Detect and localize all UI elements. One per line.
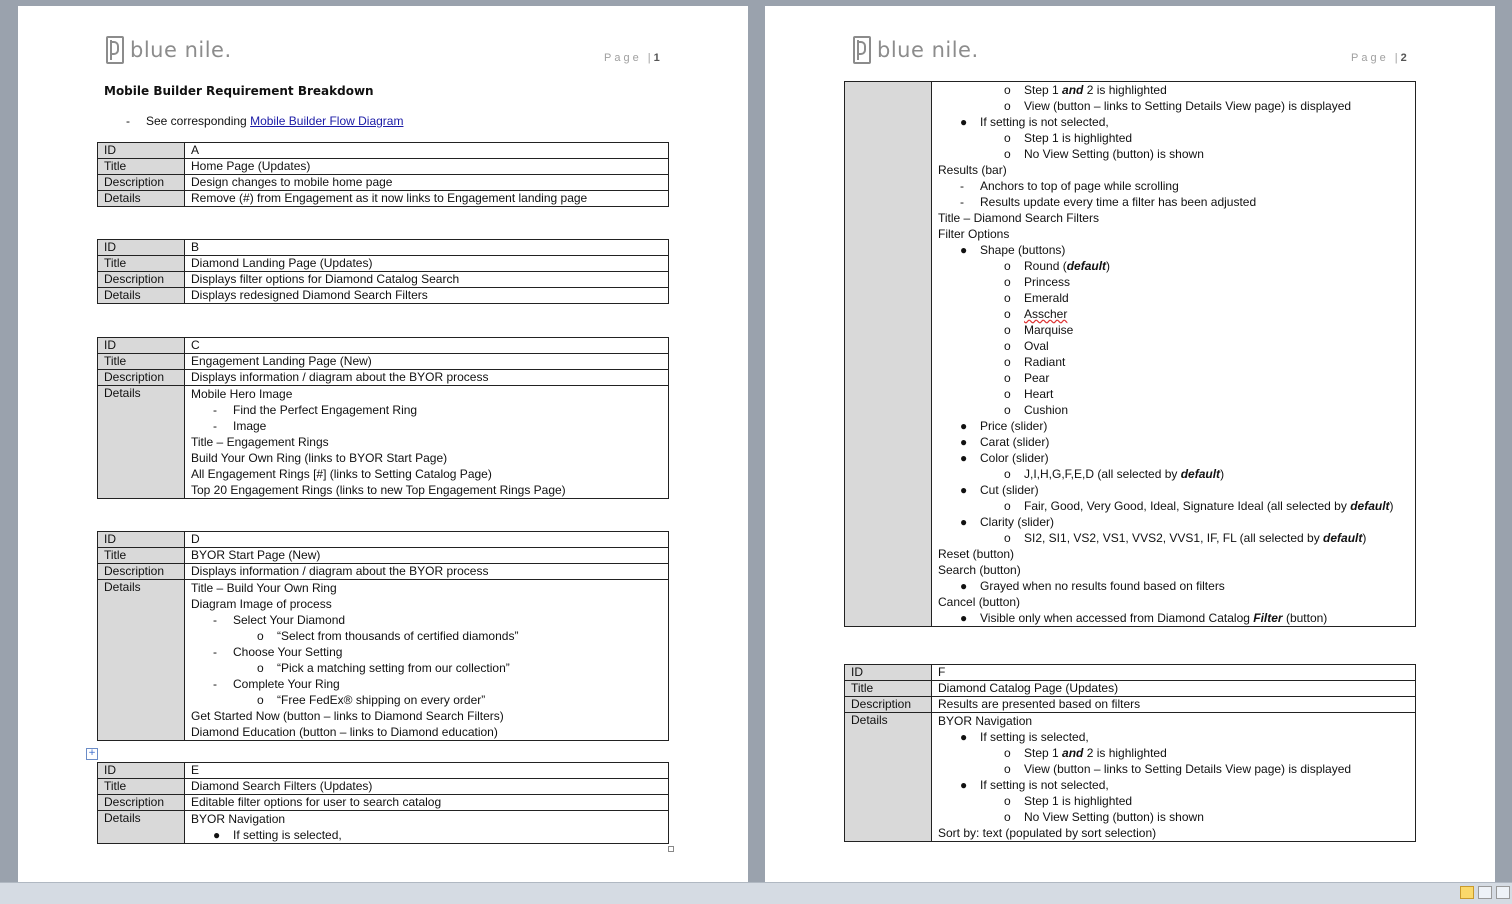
value-description[interactable]: Displays filter options for Diamond Catalog Search: [185, 272, 669, 288]
list-item: [938, 761, 1410, 777]
label-id: ID: [98, 338, 185, 354]
list-item-text: Fair, Good, Very Good, Ideal, Signature Ideal (all selected by: [1024, 499, 1351, 513]
circle-bullet: o: [1004, 794, 1011, 808]
table-row: [98, 580, 669, 741]
dot-bullet: ●: [960, 778, 968, 792]
value-title[interactable]: Diamond Landing Page (Updates): [185, 256, 669, 272]
list-item: [938, 322, 1410, 338]
list-item: BYOR Navigation: [191, 812, 286, 826]
value-description[interactable]: Editable filter options for user to search catalog: [185, 795, 669, 811]
list-item-text: ): [1389, 499, 1394, 513]
list-item-text: default: [1180, 467, 1221, 481]
value-id[interactable]: E: [185, 763, 669, 779]
list-item: [938, 338, 1410, 354]
value-details[interactable]: [932, 713, 1416, 842]
dot-bullet: ●: [960, 483, 968, 497]
list-item-text: If setting is selected,: [980, 730, 1089, 744]
list-item-text: Select Your Diamond: [233, 613, 346, 627]
circle-bullet: o: [1004, 746, 1011, 760]
list-item: [938, 610, 1410, 626]
list-item-text: ): [1362, 531, 1367, 545]
list-item-text: No View Setting (button) is shown: [1024, 147, 1204, 161]
value-details[interactable]: Remove (#) from Engagement as it now links to Engagement landing page: [185, 191, 669, 207]
list-item: Diagram Image of process: [191, 597, 332, 611]
table-row: [845, 697, 1416, 713]
dot-bullet: ●: [960, 115, 968, 129]
document-page-1[interactable]: [18, 6, 748, 882]
page-number: [1351, 52, 1407, 64]
page-number-value: 1: [653, 52, 660, 64]
dash-bullet: -: [126, 114, 130, 128]
value-title[interactable]: Home Page (Updates): [185, 159, 669, 175]
list-item: [938, 482, 1410, 498]
dot-bullet: ●: [960, 611, 968, 625]
list-item: [938, 82, 1410, 98]
circle-bullet: o: [1004, 339, 1011, 353]
value-details[interactable]: [185, 811, 669, 844]
list-item-text: Step 1 is highlighted: [1024, 131, 1133, 145]
value-id[interactable]: D: [185, 532, 669, 548]
list-item-text: Choose Your Setting: [233, 645, 343, 659]
list-item-text: Grayed when no results found based on filters: [980, 579, 1225, 593]
blue-nile-logo: [106, 36, 232, 64]
dot-bullet: ●: [960, 243, 968, 257]
logo-text: blue nile.: [130, 38, 232, 62]
circle-bullet: o: [1004, 762, 1011, 776]
list-item: [938, 418, 1410, 434]
dot-bullet: ●: [960, 419, 968, 433]
list-item-text: No View Setting (button) is shown: [1024, 810, 1204, 824]
table-row: [98, 386, 669, 499]
list-item: BYOR Navigation: [938, 714, 1033, 728]
value-details[interactable]: [185, 386, 669, 499]
spec-table-d: [97, 531, 669, 741]
dash-bullet: -: [213, 645, 217, 659]
table-row: [98, 256, 669, 272]
list-item: [938, 306, 1410, 322]
value-id[interactable]: B: [185, 240, 669, 256]
list-item: [938, 386, 1410, 402]
circle-bullet: o: [1004, 387, 1011, 401]
list-item-text: Step 1: [1024, 83, 1063, 97]
table-resize-handle-icon[interactable]: [668, 846, 674, 852]
list-item-text: If setting is selected,: [233, 828, 342, 842]
list-item: [938, 194, 1410, 210]
list-item-text: Asscher: [1024, 307, 1068, 321]
table-row: [98, 564, 669, 580]
spec-table-b: [97, 239, 669, 304]
list-item: [191, 418, 663, 434]
value-details[interactable]: Displays redesigned Diamond Search Filters: [185, 288, 669, 304]
list-item: [938, 745, 1410, 761]
list-item: [191, 660, 663, 676]
list-item-text: Cut (slider): [980, 483, 1039, 497]
value-title[interactable]: Diamond Catalog Page (Updates): [932, 681, 1416, 697]
list-item-text: Marquise: [1024, 323, 1074, 337]
list-item: [191, 692, 663, 708]
list-item-text: ): [1220, 467, 1225, 481]
dash-bullet: -: [213, 419, 217, 433]
circle-bullet: o: [1004, 499, 1011, 513]
label-empty: [845, 82, 932, 627]
label-details: Details: [98, 811, 185, 844]
list-item-text: Pear: [1024, 371, 1050, 385]
label-id: ID: [98, 532, 185, 548]
value-title[interactable]: Diamond Search Filters (Updates): [185, 779, 669, 795]
list-item-text: Filter: [1253, 611, 1283, 625]
table-row: [98, 779, 669, 795]
label-description: Description: [98, 564, 185, 580]
list-item-text: default: [1066, 259, 1107, 273]
list-item: Reset (button): [938, 547, 1015, 561]
list-item: Top 20 Engagement Rings (links to new Top Engagement Rings Page): [191, 483, 566, 497]
list-item: [938, 578, 1410, 594]
list-item-text: Step 1 is highlighted: [1024, 794, 1133, 808]
list-item-text: If setting is not selected,: [980, 115, 1109, 129]
list-item-text: 2 is highlighted: [1083, 746, 1167, 760]
list-item: [938, 514, 1410, 530]
list-item-text: Shape (buttons): [980, 243, 1066, 257]
label-title: Title: [98, 779, 185, 795]
page-label: Page |: [1351, 52, 1401, 64]
label-title: Title: [845, 681, 932, 697]
label-title: Title: [98, 548, 185, 564]
circle-bullet: o: [1004, 531, 1011, 545]
value-description[interactable]: Design changes to mobile home page: [185, 175, 669, 191]
page-number-value: 2: [1400, 52, 1407, 64]
list-item: [938, 354, 1410, 370]
list-item: Build Your Own Ring (links to BYOR Start Page): [191, 451, 448, 465]
circle-bullet: o: [1004, 131, 1011, 145]
label-details: Details: [98, 580, 185, 741]
circle-bullet: o: [1004, 323, 1011, 337]
print-layout-view-icon[interactable]: [1460, 886, 1474, 899]
dot-bullet: ●: [960, 579, 968, 593]
circle-bullet: o: [1004, 403, 1011, 417]
list-item: [191, 644, 663, 660]
table-row: [98, 272, 669, 288]
list-item-text: default: [1350, 499, 1390, 513]
circle-bullet: o: [1004, 259, 1011, 273]
table-row: [845, 713, 1416, 842]
table-row: [98, 532, 669, 548]
document-heading[interactable]: Mobile Builder Requirement Breakdown: [104, 84, 374, 98]
page-label: Page |: [604, 52, 654, 64]
list-item-text: (button): [1282, 611, 1328, 625]
list-item-text: Princess: [1024, 275, 1071, 289]
label-title: Title: [98, 354, 185, 370]
list-item: [938, 777, 1410, 793]
table-row: [845, 82, 1416, 627]
list-item-text: Round (: [1024, 259, 1067, 273]
list-item: [938, 434, 1410, 450]
list-item-text: Cushion: [1024, 403, 1069, 417]
list-item-text: Radiant: [1024, 355, 1066, 369]
list-item: [938, 729, 1410, 745]
list-item: [938, 274, 1410, 290]
value-details[interactable]: [185, 580, 669, 741]
list-item: Search (button): [938, 563, 1021, 577]
circle-bullet: o: [1004, 810, 1011, 824]
document-page-2[interactable]: [765, 6, 1495, 882]
blue-nile-logo: [853, 36, 979, 64]
list-item: Diamond Education (button – links to Diamond education): [191, 725, 498, 739]
see-line: [126, 114, 403, 128]
list-item: Cancel (button): [938, 595, 1021, 609]
list-item: All Engagement Rings [#] (links to Setting Catalog Page): [191, 467, 492, 481]
dot-bullet: ●: [960, 435, 968, 449]
list-item: [938, 130, 1410, 146]
spec-table-e: [97, 762, 669, 844]
dash-bullet: -: [213, 613, 217, 627]
list-item-text: Find the Perfect Engagement Ring: [233, 403, 418, 417]
list-item: Get Started Now (button – links to Diamond Search Filters): [191, 709, 504, 723]
list-item: [938, 402, 1410, 418]
list-item-text: Step 1: [1024, 746, 1063, 760]
list-item-text: Complete Your Ring: [233, 677, 340, 691]
list-item-text: View (button – links to Setting Details View page) is displayed: [1024, 762, 1352, 776]
see-text: See corresponding: [146, 114, 247, 128]
table-row: [98, 811, 669, 844]
list-item-text: default: [1323, 531, 1363, 545]
spec-table-e-continued: [844, 81, 1416, 627]
value-title[interactable]: Engagement Landing Page (New): [185, 354, 669, 370]
table-row: [98, 159, 669, 175]
list-item: [191, 402, 663, 418]
list-item: [191, 612, 663, 628]
value-description[interactable]: Results are presented based on filters: [932, 697, 1416, 713]
circle-bullet: o: [1004, 307, 1011, 321]
label-title: Title: [98, 256, 185, 272]
list-item-text: and: [1062, 83, 1084, 97]
dot-bullet: ●: [960, 730, 968, 744]
circle-bullet: o: [1004, 275, 1011, 289]
dot-bullet: ●: [213, 828, 221, 842]
list-item-text: Color (slider): [980, 451, 1049, 465]
table-row: [98, 548, 669, 564]
table-row: [98, 191, 669, 207]
list-item-text: and: [1062, 746, 1084, 760]
list-item-text: Clarity (slider): [980, 515, 1055, 529]
spec-table-f: [844, 664, 1416, 842]
table-row: [98, 240, 669, 256]
table-row: [98, 175, 669, 191]
circle-bullet: o: [1004, 147, 1011, 161]
list-item-text: SI2, SI1, VS2, VS1, VVS2, VVS1, IF, FL (all selected by: [1024, 531, 1324, 545]
table-row: [98, 763, 669, 779]
list-item-text: “Free FedEx® shipping on every order”: [277, 693, 486, 707]
list-item: Title – Engagement Rings: [191, 435, 329, 449]
value-description[interactable]: Displays information / diagram about the BYOR process: [185, 370, 669, 386]
list-item: Results (bar): [938, 163, 1007, 177]
label-details: Details: [98, 191, 185, 207]
list-item: [938, 450, 1410, 466]
list-item: Sort by: text (populated by sort selection): [938, 826, 1157, 840]
page-number: [604, 52, 660, 64]
label-description: Description: [98, 370, 185, 386]
label-details: Details: [98, 288, 185, 304]
list-item: [938, 242, 1410, 258]
circle-bullet: o: [1004, 99, 1011, 113]
value-title[interactable]: BYOR Start Page (New): [185, 548, 669, 564]
table-row: [98, 338, 669, 354]
list-item: [938, 290, 1410, 306]
table-row: [98, 370, 669, 386]
list-item-text: Results update every time a filter has been adjusted: [980, 195, 1257, 209]
circle-bullet: o: [1004, 467, 1011, 481]
table-row: [98, 143, 669, 159]
table-row: [845, 665, 1416, 681]
list-item: [938, 114, 1410, 130]
list-item-text: Oval: [1024, 339, 1049, 353]
dash-bullet: -: [960, 179, 964, 193]
label-description: Description: [845, 697, 932, 713]
table-row: [845, 681, 1416, 697]
spec-table-c: [97, 337, 669, 499]
list-item-text: Emerald: [1024, 291, 1069, 305]
label-description: Description: [98, 795, 185, 811]
list-item: [938, 370, 1410, 386]
list-item: [938, 146, 1410, 162]
value-id[interactable]: F: [932, 665, 1416, 681]
list-item: Title – Diamond Search Filters: [938, 211, 1099, 225]
list-item: [191, 628, 663, 644]
list-item: [938, 530, 1410, 546]
table-row: [98, 795, 669, 811]
blue-nile-logo-icon: [106, 36, 124, 64]
logo-text: blue nile.: [877, 38, 979, 62]
label-description: Description: [98, 175, 185, 191]
spec-table-a: [97, 142, 669, 207]
web-layout-view-icon[interactable]: [1496, 886, 1510, 899]
list-item: [938, 258, 1410, 274]
list-item-text: View (button – links to Setting Details View page) is displayed: [1024, 99, 1352, 113]
value-id[interactable]: C: [185, 338, 669, 354]
list-item: [191, 827, 663, 843]
label-id: ID: [98, 763, 185, 779]
dot-bullet: ●: [960, 451, 968, 465]
label-details: Details: [98, 386, 185, 499]
list-item-text: J,I,H,G,F,E,D (all selected by: [1024, 467, 1181, 481]
list-item: [938, 466, 1410, 482]
flow-diagram-link[interactable]: Mobile Builder Flow Diagram: [250, 114, 404, 128]
circle-bullet: o: [257, 629, 264, 643]
label-title: Title: [98, 159, 185, 175]
list-item-text: Price (slider): [980, 419, 1048, 433]
label-details: Details: [845, 713, 932, 842]
table-move-handle-icon[interactable]: +: [86, 748, 98, 760]
blue-nile-logo-icon: [853, 36, 871, 64]
dash-bullet: -: [213, 403, 217, 417]
list-item-text: Anchors to top of page while scrolling: [980, 179, 1179, 193]
label-id: ID: [98, 240, 185, 256]
list-item-text: Carat (slider): [980, 435, 1050, 449]
circle-bullet: o: [1004, 291, 1011, 305]
list-item-text: Image: [233, 419, 267, 433]
label-id: ID: [845, 665, 932, 681]
circle-bullet: o: [257, 693, 264, 707]
list-item: Mobile Hero Image: [191, 387, 293, 401]
list-item: [938, 498, 1410, 514]
value-description[interactable]: Displays information / diagram about the BYOR process: [185, 564, 669, 580]
circle-bullet: o: [1004, 83, 1011, 97]
list-item-text: “Select from thousands of certified diamonds”: [277, 629, 519, 643]
value-details[interactable]: [932, 82, 1416, 627]
list-item-text: Visible only when accessed from Diamond Catalog: [980, 611, 1254, 625]
list-item: Filter Options: [938, 227, 1010, 241]
label-description: Description: [98, 272, 185, 288]
dash-bullet: -: [213, 677, 217, 691]
list-item: [938, 809, 1410, 825]
dot-bullet: ●: [960, 515, 968, 529]
list-item-text: If setting is not selected,: [980, 778, 1109, 792]
list-item-text: 2 is highlighted: [1083, 83, 1167, 97]
status-bar: [0, 882, 1512, 904]
circle-bullet: o: [257, 661, 264, 675]
list-item: [191, 676, 663, 692]
full-screen-reading-view-icon[interactable]: [1478, 886, 1492, 899]
list-item: [938, 793, 1410, 809]
label-id: ID: [98, 143, 185, 159]
list-item-text: “Pick a matching setting from our collection”: [277, 661, 510, 675]
list-item: Title – Build Your Own Ring: [191, 581, 337, 595]
dash-bullet: -: [960, 195, 964, 209]
value-id[interactable]: A: [185, 143, 669, 159]
table-row: [98, 354, 669, 370]
list-item: [938, 98, 1410, 114]
circle-bullet: o: [1004, 355, 1011, 369]
circle-bullet: o: [1004, 371, 1011, 385]
list-item-text: ): [1106, 259, 1111, 273]
list-item-text: Heart: [1024, 387, 1054, 401]
table-row: [98, 288, 669, 304]
list-item: [938, 178, 1410, 194]
